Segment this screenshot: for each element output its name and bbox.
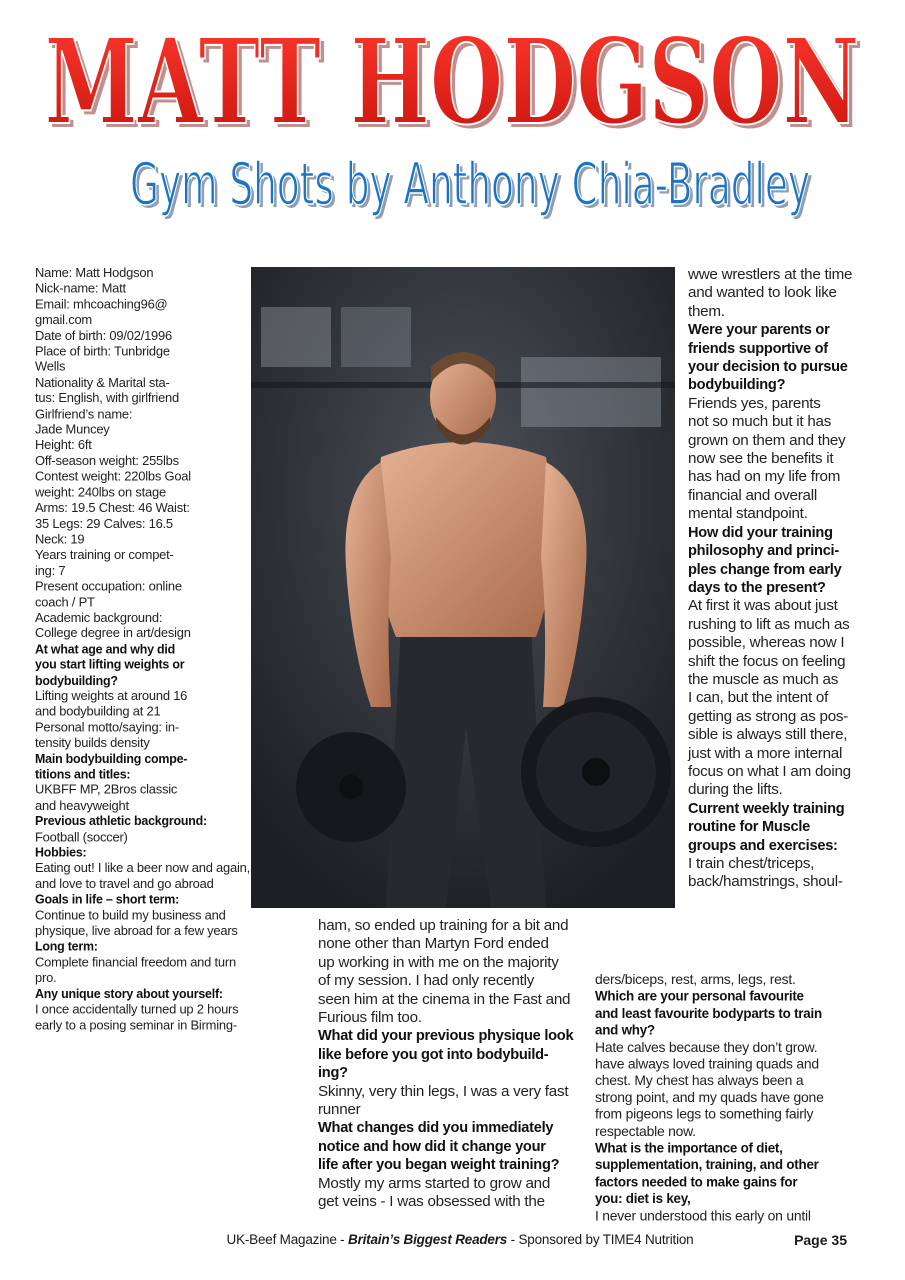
profile-line: Girlfriend’s name: — [35, 407, 133, 422]
profile-line: coach / PT — [35, 595, 95, 610]
question-line: bodybuilding? — [688, 377, 786, 394]
profile-line: tus: English, with girlfriend — [35, 391, 179, 406]
answer-line: ham, so ended up training for a bit and — [318, 917, 569, 934]
answer-line: and heavyweight — [35, 798, 129, 814]
right-column — [688, 266, 878, 892]
question-line: friends supportive of — [688, 340, 828, 357]
profile-line: Years training or compet- — [35, 548, 174, 563]
footer-credit — [180, 1232, 740, 1247]
profile-line: Nick-name: Matt — [35, 281, 126, 297]
answer-line: back/hamstrings, shoul- — [688, 873, 843, 891]
answer-line: tensity builds density — [35, 736, 150, 751]
question-line: Goals in life – short term: — [35, 893, 180, 908]
answer-line: of my session. I had only recently — [318, 972, 535, 990]
title-text: MATT HODGSON — [44, 20, 860, 140]
answer-line: Complete financial freedom and turn — [35, 955, 236, 970]
answer-line: focus on what I am doing — [688, 762, 851, 780]
answer-line: Eating out! I like a beer now and again, — [35, 861, 250, 876]
profile-line: weight: 240lbs on stage — [35, 485, 166, 500]
answer-line: getting as strong as pos- — [688, 707, 849, 725]
question-line: notice and how did it change your — [318, 1138, 546, 1155]
profile-line: Email: mhcoaching96@ — [35, 297, 168, 312]
answer-line: Lifting weights at around 16 — [35, 689, 188, 704]
answer-line: I train chest/triceps, — [688, 855, 815, 872]
profile-line: 35 Legs: 29 Calves: 16.5 — [35, 516, 173, 532]
question-line: ing? — [318, 1065, 348, 1082]
answer-line: physique, live abroad for a few years — [35, 924, 238, 939]
question-line: At what age and why did — [35, 642, 176, 657]
question-line: philosophy and princi- — [688, 543, 839, 560]
profile-line: gmail.com — [35, 313, 93, 328]
question-line: Current weekly training — [688, 800, 845, 817]
answer-line: Furious film too. — [318, 1009, 422, 1027]
answer-line: respectable now. — [595, 1123, 696, 1140]
question-line: Were your parents or — [688, 322, 830, 339]
footer-sponsor: - Sponsored by TIME4 Nutrition — [507, 1232, 694, 1247]
article-title — [0, 20, 905, 140]
answer-line: them. — [688, 302, 725, 320]
answer-line: mental standpoint. — [688, 505, 808, 523]
question-line: routine for Muscle — [688, 819, 810, 836]
question-line: and why? — [595, 1023, 655, 1039]
footer-tagline: Britain’s Biggest Readers — [348, 1232, 508, 1247]
answer-line: Football (soccer) — [35, 830, 128, 845]
question-line: days to the present? — [688, 579, 826, 596]
question-line: titions and titles: — [35, 768, 131, 782]
question-line: your decision to pursue — [688, 359, 848, 376]
answer-line: sible is always still there, — [688, 726, 848, 744]
profile-line: Arms: 19.5 Chest: 46 Waist: — [35, 501, 190, 516]
answer-line: financial and overall — [688, 486, 817, 504]
right-column-continued — [595, 972, 838, 1225]
answer-line: Hate calves because they don’t grow. — [595, 1039, 818, 1056]
answer-line: get veins - I was obsessed with the — [318, 1193, 545, 1211]
profile-line: Date of birth: 09/02/1996 — [35, 328, 172, 344]
question-line: What did your previous physique look — [318, 1028, 574, 1045]
answer-line: just with a more internal — [688, 744, 843, 762]
question-line: Main bodybuilding compe- — [35, 752, 188, 767]
answer-line: during the lifts. — [688, 781, 783, 799]
question-line: Hobbies: — [35, 846, 87, 861]
question-line: ples change from early — [688, 561, 842, 578]
bodybuilder-photo-illustration — [251, 267, 675, 908]
question-line: What changes did you immediately — [318, 1120, 554, 1137]
answer-line: At first it was about just — [688, 597, 838, 615]
answer-line: chest. My chest has always been a — [595, 1073, 804, 1089]
question-line: groups and exercises: — [688, 837, 838, 854]
profile-line: Academic background: — [35, 610, 163, 626]
title-shadow: MATT HODGSON — [48, 20, 864, 140]
answer-line: Friends yes, parents — [688, 394, 821, 412]
answer-line: and bodybuilding at 21 — [35, 704, 161, 720]
answer-line: grown on them and they — [688, 431, 846, 449]
answer-line: rushing to lift as much as — [688, 615, 850, 633]
answer-line: shift the focus on feeling — [688, 652, 846, 670]
question-line: Previous athletic background: — [35, 815, 207, 829]
question-line: supplementation, training, and other — [595, 1158, 819, 1174]
answer-line: has had on my life from — [688, 468, 841, 486]
answer-line: I can, but the intent of — [688, 689, 829, 707]
answer-line: and love to travel and go abroad — [35, 877, 214, 892]
question-line: Which are your personal favourite — [595, 989, 804, 1005]
gym-photo — [251, 267, 675, 908]
profile-line: Present occupation: online — [35, 579, 182, 594]
question-line: What is the importance of diet, — [595, 1141, 783, 1157]
answer-line: the muscle as much as — [688, 670, 839, 688]
question-line: and least favourite bodyparts to train — [595, 1006, 822, 1022]
question-line: bodybuilding? — [35, 674, 118, 688]
page-number: Page 35 — [794, 1232, 847, 1248]
article-subtitle — [0, 140, 905, 235]
answer-line: seen him at the cinema in the Fast and — [318, 990, 571, 1008]
profile-line: Neck: 19 — [35, 532, 85, 547]
question-line: factors needed to make gains for — [595, 1175, 798, 1191]
answer-line: I never understood this early on until — [595, 1208, 811, 1224]
profile-line: Wells — [35, 360, 66, 375]
middle-column — [318, 917, 576, 1212]
page-footer — [0, 1232, 905, 1252]
profile-line: Jade Muncey — [35, 422, 110, 438]
question-line: Any unique story about yourself: — [35, 987, 223, 1002]
answer-line: strong point, and my quads have gone — [595, 1090, 824, 1106]
profile-line: College degree in art/design — [35, 626, 191, 641]
answer-line: early to a posing seminar in Birming- — [35, 1018, 237, 1033]
answer-line: pro. — [35, 971, 57, 986]
subtitle-shadow: Gym Shots by Anthony Chia-Bradley — [133, 153, 813, 221]
profile-line: ing: 7 — [35, 563, 66, 579]
profile-column — [35, 266, 250, 1034]
answer-line: I once accidentally turned up 2 hours — [35, 1002, 239, 1017]
answer-line: none other than Martyn Ford ended — [318, 935, 549, 953]
profile-line: Nationality & Marital sta- — [35, 375, 170, 391]
answer-line: from pigeons legs to something fairly — [595, 1106, 814, 1123]
subtitle-text: Gym Shots by Anthony Chia-Bradley — [130, 150, 810, 218]
answer-line: ders/biceps, rest, arms, legs, rest. — [595, 972, 796, 988]
answer-line: now see the benefits it — [688, 450, 834, 468]
answer-line: UKBFF MP, 2Bros classic — [35, 783, 178, 798]
answer-line: possible, whereas now I — [688, 634, 845, 652]
question-line: you start lifting weights or — [35, 658, 185, 673]
question-line: How did your training — [688, 524, 833, 541]
answer-line: Skinny, very thin legs, I was a very fast — [318, 1082, 569, 1100]
question-line: life after you began weight training? — [318, 1157, 560, 1174]
answer-line: Continue to build my business and — [35, 908, 226, 923]
profile-line: Place of birth: Tunbridge — [35, 344, 170, 359]
profile-line: Off-season weight: 255lbs — [35, 454, 179, 469]
answer-line: not so much but it has — [688, 413, 832, 431]
answer-line: Personal motto/saying: in- — [35, 720, 179, 735]
question-line: Long term: — [35, 940, 98, 955]
answer-line: up working in with me on the majority — [318, 953, 559, 971]
answer-line: runner — [318, 1101, 361, 1119]
profile-line: Name: Matt Hodgson — [35, 266, 154, 281]
footer-magazine: UK-Beef Magazine - — [226, 1232, 349, 1247]
question-line: like before you got into bodybuild- — [318, 1046, 549, 1063]
answer-line: wwe wrestlers at the time — [688, 266, 853, 283]
profile-line: Height: 6ft — [35, 438, 92, 453]
profile-line: Contest weight: 220lbs Goal — [35, 469, 191, 485]
answer-line: have always loved training quads and — [595, 1056, 819, 1072]
answer-line: Mostly my arms started to grow and — [318, 1174, 551, 1192]
question-line: you: diet is key, — [595, 1192, 691, 1207]
answer-line: and wanted to look like — [688, 284, 837, 302]
